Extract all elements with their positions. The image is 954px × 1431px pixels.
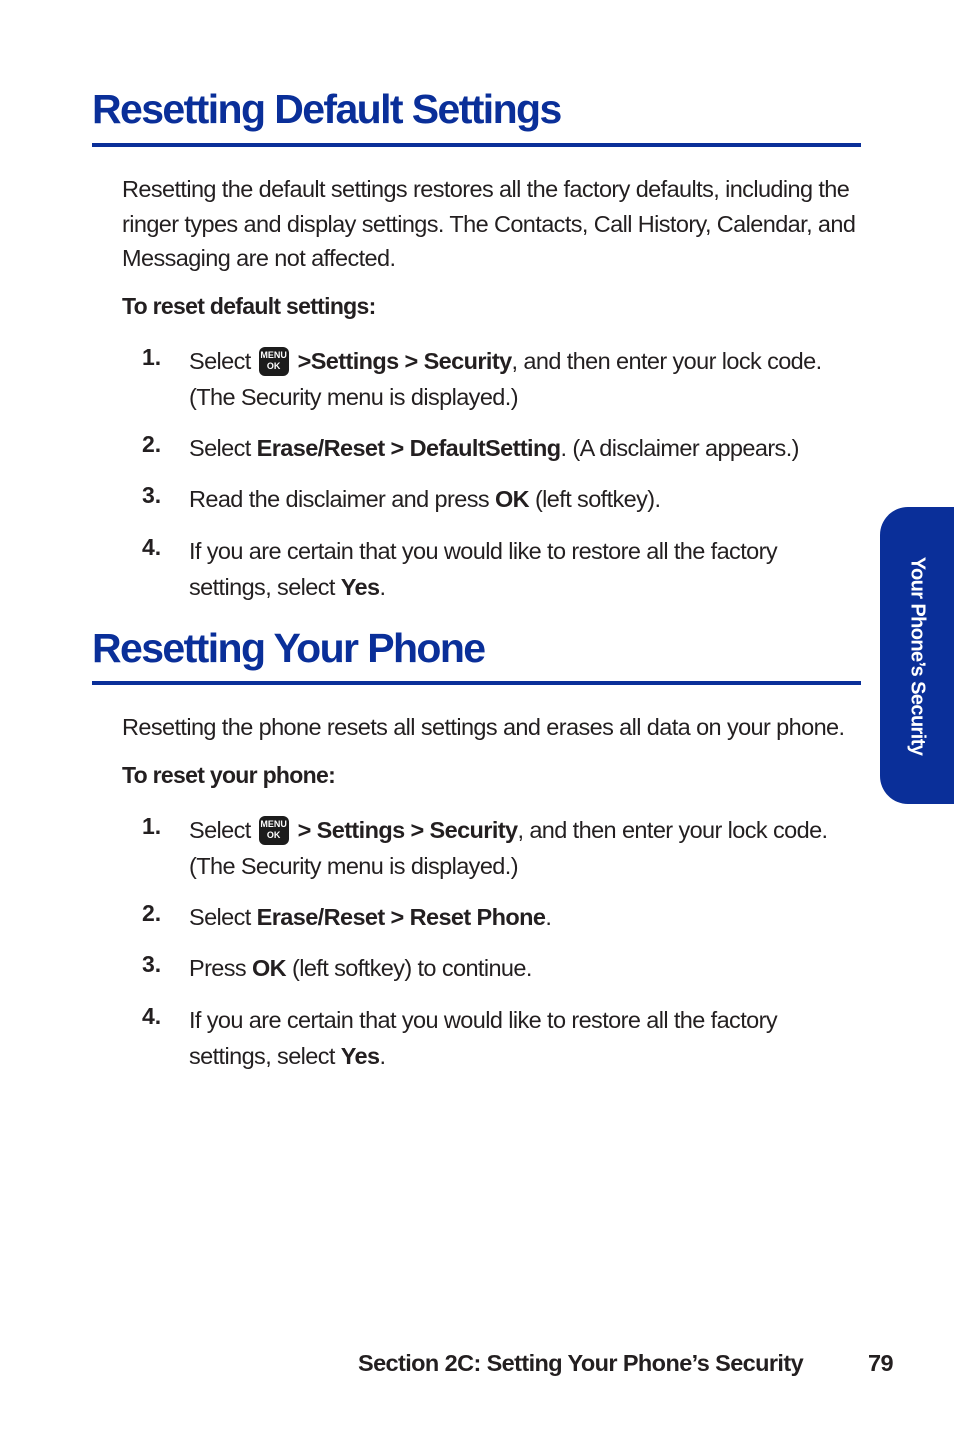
menu-ok-key-icon: MENU OK (259, 347, 289, 376)
step-text: Press OK (left softkey) to continue. (189, 955, 532, 981)
section-intro: Resetting the phone resets all settings and erases all data on your phone. (122, 714, 845, 740)
step-item (142, 431, 862, 467)
step-item (142, 813, 862, 884)
step-item (142, 900, 862, 936)
procedure-subhead: To reset your phone: (122, 762, 336, 788)
chapter-side-tab-label: Your Phone’s Security (906, 556, 929, 755)
step-text: Select MENU OK >Settings > Security, and then enter your lock code. (The Security menu is displayed.) (189, 348, 822, 410)
step-item (142, 1003, 862, 1074)
section-divider (92, 143, 861, 147)
step-number: 4. (142, 534, 162, 560)
step-number: 4. (142, 1003, 162, 1029)
section-title-reset-phone: Resetting Your Phone (92, 625, 485, 671)
page-number: 79 (868, 1350, 893, 1376)
step-item (142, 482, 862, 518)
step-text: If you are certain that you would like to restore all the factory settings, select Yes. (189, 538, 777, 600)
section-intro: Resetting the default settings restores all the factory defaults, including the ringer types and display settings. The Contacts, Call History, Calendar, and Messaging are not affected. (122, 176, 856, 271)
step-item (142, 534, 862, 605)
section-divider (92, 681, 861, 685)
step-number: 1. (142, 813, 162, 839)
step-text: Select Erase/Reset > DefaultSetting. (A disclaimer appears.) (189, 435, 799, 461)
step-number: 3. (142, 951, 162, 977)
menu-ok-key-icon: MENU OK (259, 816, 289, 845)
step-text: Select Erase/Reset > Reset Phone. (189, 904, 552, 930)
chapter-side-tab (880, 507, 954, 804)
step-text: Read the disclaimer and press OK (left softkey). (189, 486, 661, 512)
step-text: Select MENU OK > Settings > Security, and then enter your lock code. (The Security menu is displayed.) (189, 817, 828, 879)
step-number: 3. (142, 482, 162, 508)
step-text: If you are certain that you would like to restore all the factory settings, select Yes. (189, 1007, 777, 1069)
procedure-subhead: To reset default settings: (122, 293, 376, 319)
section-title-default-settings: Resetting Default Settings (92, 86, 561, 132)
step-number: 2. (142, 900, 162, 926)
footer-section-title: Section 2C: Setting Your Phone’s Security (358, 1350, 804, 1376)
step-number: 2. (142, 431, 162, 457)
step-item (142, 951, 862, 987)
step-item (142, 344, 862, 415)
step-number: 1. (142, 344, 162, 370)
